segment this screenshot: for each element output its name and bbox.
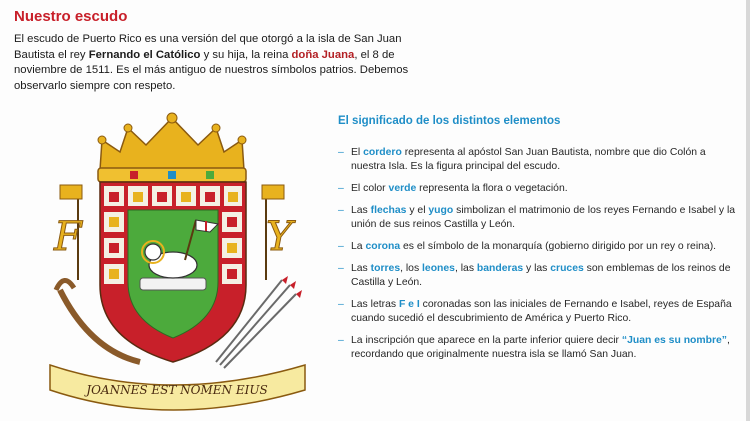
window-edge <box>746 0 750 421</box>
letter-f: F <box>54 214 82 260</box>
item-highlight: cordero <box>363 147 402 158</box>
item-text: , los <box>400 263 423 274</box>
item-highlight: cruces <box>550 263 584 274</box>
item-text: La inscripción que aparece en la parte inferior quiere decir <box>351 335 622 346</box>
item-text: simbolizan el matrimonio de los reyes Fernando e Isabel y la unión de sus reinos Castilla y León. <box>351 205 736 230</box>
item-highlight: corona <box>365 241 401 252</box>
item-highlight: torres <box>370 263 401 274</box>
item-text: son emblemas de los reinos de Castilla y León. <box>351 263 731 288</box>
motto-banner <box>50 365 305 410</box>
intro-text-2: y su hija, la reina <box>200 48 292 61</box>
item-highlight: yugo <box>428 205 454 216</box>
intro-king: Fernando el Católico <box>88 48 201 61</box>
intro-text-3: , el 8 de noviembre de 1511. Es el más antiguo de nuestros símbolos patrios. Debemos observarlo siempre con respeto. <box>14 48 409 92</box>
dash-icon: – <box>338 147 344 158</box>
dash-icon: – <box>338 241 344 252</box>
item-text: es el símbolo de la monarquía (gobierno dirigido por un rey o reina). <box>400 241 717 252</box>
page-title: Nuestro escudo <box>14 8 128 25</box>
list-item <box>338 334 738 362</box>
dash-icon: – <box>338 299 344 310</box>
intro-queen: doña Juana <box>291 48 355 61</box>
intro-paragraph <box>14 32 414 94</box>
item-text: representa la flora o vegetación. <box>416 183 568 194</box>
list-item <box>338 240 738 254</box>
list-item <box>338 262 738 290</box>
meaning-list <box>338 146 738 362</box>
meaning-section <box>338 115 738 370</box>
motto-text: JOANNES EST NOMEN EIUS <box>86 383 268 397</box>
dash-icon: – <box>338 183 344 194</box>
item-text: , las <box>454 263 477 274</box>
dash-icon: – <box>338 263 344 274</box>
item-text: coronadas son las iniciales de Fernando e Isabel, reyes de España cuando sucedió el descubrimiento de América y Puerto Rico. <box>351 299 732 324</box>
letter-y: Y <box>266 214 293 260</box>
intro-text-1: El escudo de Puerto Rico es una versión del que otorgó a la isla de San Juan Bautista el rey <box>14 33 402 61</box>
item-highlight: verde <box>388 183 417 194</box>
item-text: representa al apóstol San Juan Bautista, nombre que dio Colón a nuestra Isla. Es la figura principal del escudo. <box>351 147 706 172</box>
item-text: Las <box>351 205 371 216</box>
list-item <box>338 182 738 196</box>
item-text: y el <box>406 205 429 216</box>
item-highlight: “Juan es su nombre” <box>621 335 727 346</box>
item-text: El color <box>351 183 389 194</box>
item-highlight: flechas <box>370 205 407 216</box>
item-text: y las <box>523 263 551 274</box>
list-item <box>338 146 738 174</box>
item-text: Las <box>351 263 371 274</box>
list-item <box>338 204 738 232</box>
item-text: La <box>351 241 366 252</box>
dash-icon: – <box>338 205 344 216</box>
meaning-subtitle: El significado de los distintos elementos <box>338 115 561 127</box>
crown-icon <box>98 113 246 182</box>
item-highlight: leones <box>422 263 455 274</box>
item-text: , recordando que originalmente nuestra isla se llamó San Juan. <box>351 335 730 360</box>
item-text: Las letras <box>351 299 399 310</box>
item-highlight: F e I <box>398 299 420 310</box>
item-text: El <box>351 147 364 158</box>
dash-icon: – <box>338 335 344 346</box>
list-item <box>338 298 738 326</box>
item-highlight: banderas <box>476 263 524 274</box>
coat-of-arms <box>20 100 325 412</box>
